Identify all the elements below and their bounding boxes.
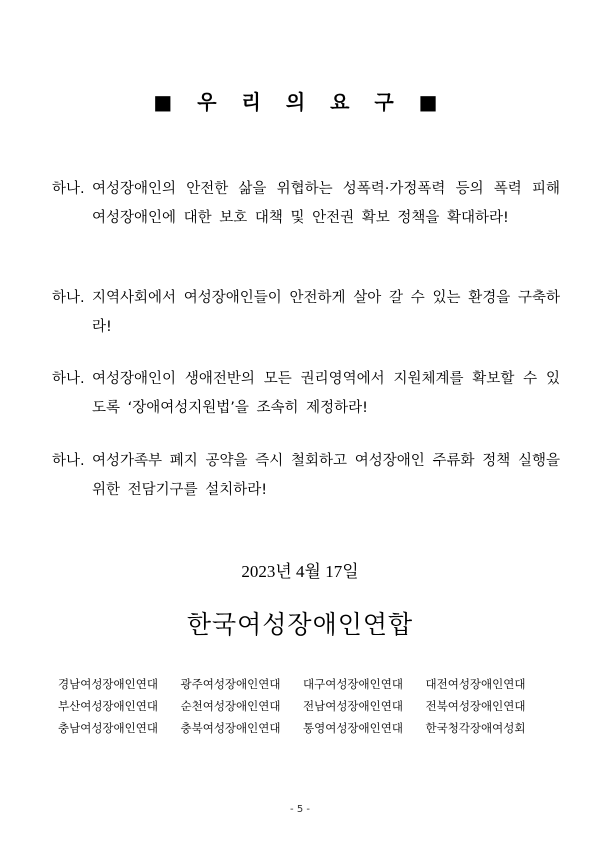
member-org: 전북여성장애인연대: [425, 699, 526, 713]
page-number: - 5 -: [290, 804, 310, 815]
demand-prefix: 하나.: [52, 181, 85, 197]
organization-name: 한국여성장애인연합: [186, 610, 414, 639]
member-org: 광주여성장애인연대: [180, 677, 281, 691]
member-org: 충북여성장애인연대: [180, 721, 281, 735]
member-org: 통영여성장애인연대: [303, 721, 403, 735]
section-title: ■ 우 리 의 요 구 ■: [153, 90, 447, 114]
member-org: 경남여성장애인연대: [58, 677, 158, 691]
demand-item-2: [52, 284, 560, 342]
member-org: 한국청각장애여성회: [425, 721, 526, 735]
demand-text: 여성장애인이 생애전반의 모든 권리영역에서 지원체계를 확보할 수 있도록 ‘장애여성지원법’을 조속히 제정하라!: [92, 371, 560, 416]
member-org: 순천여성장애인연대: [180, 699, 281, 713]
member-org: 대전여성장애인연대: [425, 677, 526, 691]
demand-text: 지역사회에서 여성장애인들이 안전하게 살아 갈 수 있는 환경을 구축하라!: [92, 290, 560, 335]
member-org: 대구여성장애인연대: [303, 677, 403, 691]
demand-text: 여성장애인의 안전한 삶을 위협하는 성폭력·가정폭력 등의 폭력 피해 여성장애인에 대한 보호 대책 및 안전권 확보 정책을 확대하라!: [92, 181, 560, 226]
demand-item-1: [52, 175, 560, 233]
demand-item-4: [52, 447, 560, 505]
member-org: 전남여성장애인연대: [303, 699, 403, 713]
demand-item-3: [52, 365, 560, 423]
member-org: 부산여성장애인연대: [58, 699, 158, 713]
demand-prefix: 하나.: [52, 371, 85, 387]
demand-text: 여성가족부 폐지 공약을 즉시 철회하고 여성장애인 주류화 정책 실행을 위한 전담기구를 설치하라!: [92, 453, 560, 498]
member-organizations: [58, 675, 548, 737]
demand-prefix: 하나.: [52, 290, 85, 306]
demand-prefix: 하나.: [52, 453, 85, 469]
member-org: 충남여성장애인연대: [58, 721, 158, 735]
declaration-date: 2023년 4월 17일: [241, 562, 359, 581]
